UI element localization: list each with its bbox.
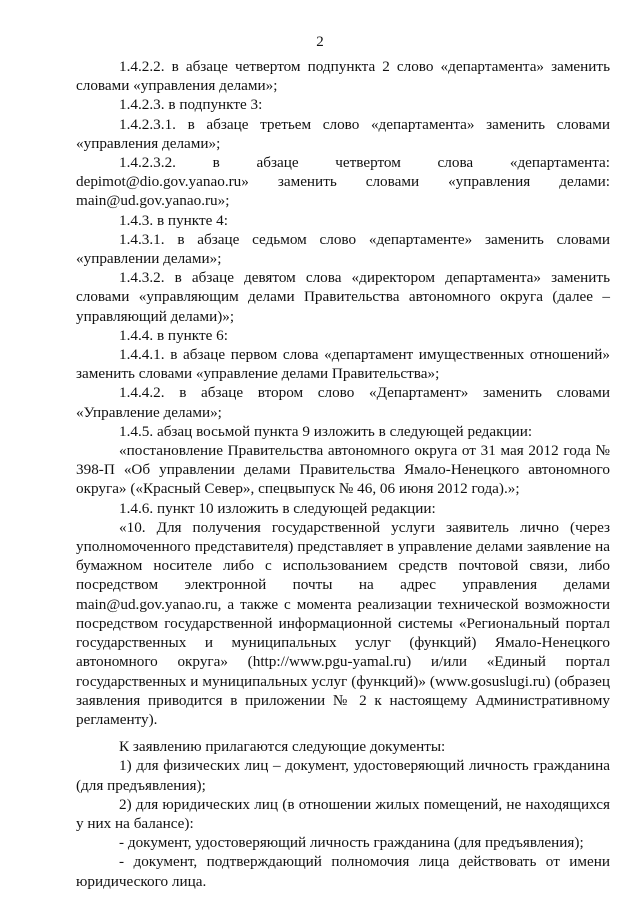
- quoted-paragraph: «постановление Правительства автономного округа от 31 мая 2012 года № 398-П «Об управлении делами Правительства Ямало-Ненецкого автономного округа» («Красный Север», спецвыпуск № 46, 06 июня 2012 года).»;: [76, 442, 610, 498]
- list-item: - документ, подтверждающий полномочия лица действовать от имени юридического лица.: [76, 853, 610, 890]
- paragraph: 1.4.6. пункт 10 изложить в следующей редакции:: [119, 499, 436, 517]
- list-item: - документ, удостоверяющий личность гражданина (для предъявления);: [119, 834, 584, 852]
- paragraph: 1.4.3.1. в абзаце седьмом слово «департаменте» заменить словами «управлении делами»;: [76, 230, 610, 268]
- quoted-paragraph: «10. Для получения государственной услуги заявитель лично (через уполномоченного представителя) представляет в управление делами заявление на бумажном носителе либо с использованием средств почтовой связи, либо посредством электронной почты на адрес управления делами main@ud.gov.yanao.ru, а также с момента реализации технической возможности посредством государственной информационной системы «Региональный портал государственных и муниципальных услуг (функций) Ямало-Ненецкого автономного округа» (http://www.pgu-yamal.ru) и/или «Единый портал государственных и муниципальных услуг (функций)» (www.gosuslugi.ru) (образец заявления приводится в приложении № 2 к настоящему Административному регламенту).: [76, 518, 610, 728]
- paragraph: 1.4.3.2. в абзаце девятом слова «директором департамента» заменить словами «управляющим делами Правительства автономного округа (далее – управляющий делами)»;: [76, 269, 610, 325]
- paragraph: 1.4.2.2. в абзаце четвертом подпункта 2 слово «департамента» заменить словами «управления делами»;: [76, 58, 610, 95]
- paragraph: 1.4.4. в пункте 6:: [119, 326, 228, 344]
- paragraph: 1.4.4.2. в абзаце втором слово «Департамент» заменить словами «Управление делами»;: [76, 384, 610, 421]
- paragraph: 1.4.4.1. в абзаце первом слова «департамент имущественных отношений» заменить словами «управление делами Правительства»;: [76, 346, 610, 383]
- paragraph: 1.4.5. абзац восьмой пункта 9 изложить в следующей редакции:: [119, 422, 533, 440]
- document-body: [76, 57, 610, 891]
- paragraph: К заявлению прилагаются следующие документы:: [119, 738, 446, 756]
- paragraph: 1.4.2.3.1. в абзаце третьем слово «департамента» заменить словами «управления делами»;: [76, 115, 610, 152]
- paragraph: 1.4.2.3.2. в абзаце четвертом слова «департамента: depimot@dio.gov.yanao.ru» заменить словами «управления делами: main@ud.gov.yanao.ru»;: [76, 154, 610, 210]
- page-number: 2: [316, 34, 324, 50]
- paragraph: 1.4.2.3. в подпункте 3:: [119, 96, 263, 114]
- list-item: 1) для физических лиц – документ, удостоверяющий личность гражданина (для предъявления);: [76, 757, 610, 794]
- paragraph: 1.4.3. в пункте 4:: [119, 211, 228, 229]
- list-item: 2) для юридических лиц (в отношении жилых помещений, не находящихся у них на балансе):: [76, 795, 610, 832]
